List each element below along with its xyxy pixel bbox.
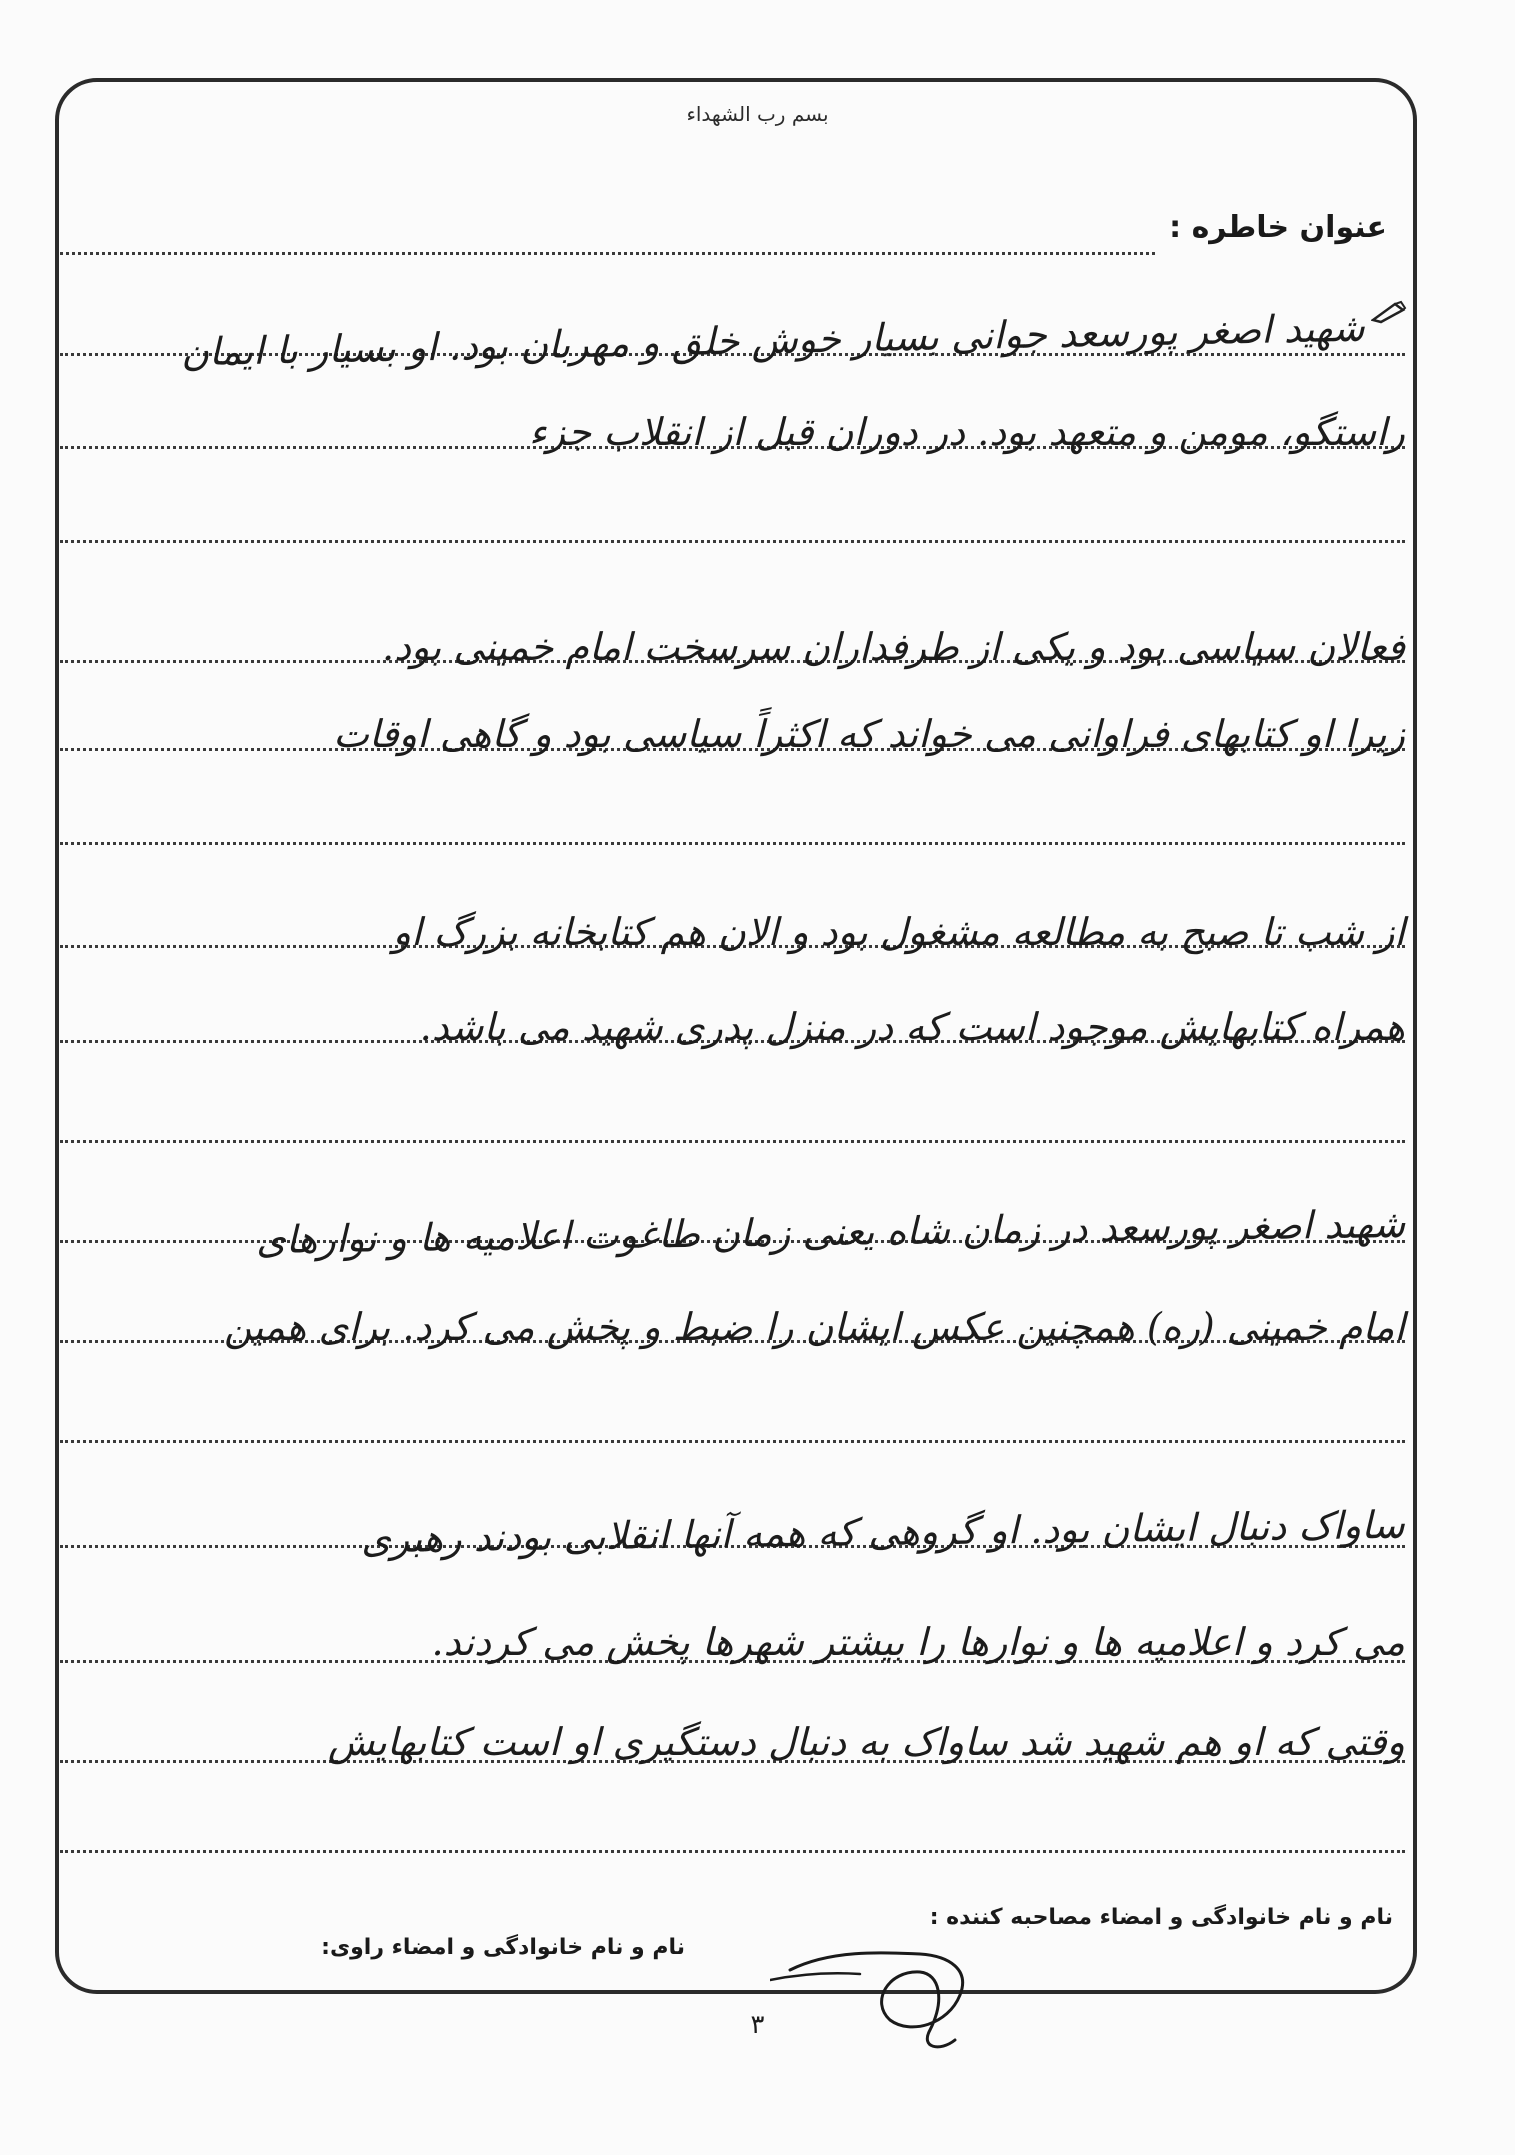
memoir-line: وقتی که او هم شهید شد ساواک به دنبال دستگیری او است کتابهایش: [327, 1720, 1405, 1764]
interviewer-signature-label: نام و نام خانوادگی و امضاء مصاحبه کننده :: [929, 1905, 1393, 1930]
memoir-line: همراه کتابهایش موجود است که در منزل پدری شهید می باشد.: [419, 1005, 1405, 1049]
ruled-line: [60, 1140, 1405, 1143]
page-number: ۳: [750, 2010, 765, 2040]
memoir-line: شهید اصغر پورسعد جوانی بسیار خوش خلق و مهربان بود. او بسیار با ایمان: [181, 305, 1366, 375]
ruled-line: [60, 1850, 1405, 1853]
memoir-line: فعالان سیاسی بود و یکی از طرفداران سرسخت امام خمینی بود.: [382, 625, 1405, 669]
memoir-line: زیرا او کتابهای فراوانی می خواند که اکثراً سیاسی بود و گاهی اوقات: [333, 712, 1405, 756]
memoir-line: ساواک دنبال ایشان بود. او گروهی که همه آنها انقلابی بودند رهبری: [361, 1502, 1406, 1562]
basmala-header: بسم رب الشهداء: [686, 102, 829, 126]
title-dotted-line: [60, 252, 1155, 255]
ruled-line: [60, 842, 1405, 845]
pen-icon: [1371, 300, 1407, 324]
memoir-line: شهید اصغر پورسعد در زمان شاه یعنی زمان طاغوت اعلامیه ها و نوارهای: [255, 1201, 1406, 1263]
memoir-line: می کرد و اعلامیه ها و نوارها را بیشتر شهرها پخش می کردند.: [431, 1620, 1405, 1664]
memoir-line: از شب تا صبح به مطالعه مشغول بود و الان هم کتابخانه بزرگ او: [392, 910, 1405, 954]
memoir-title-label: عنوان خاطره :: [1169, 210, 1387, 245]
narrator-signature-label: نام و نام خانوادگی و امضاء راوی:: [321, 1935, 685, 1960]
memoir-line: امام خمینی (ره) همچنین عکس ایشان را ضبط و پخش می کرد. برای همین: [224, 1305, 1405, 1349]
ruled-line: [60, 540, 1405, 543]
interviewer-signature: [770, 1940, 1030, 2060]
ruled-line: [60, 1440, 1405, 1443]
memoir-line: راستگو، مومن و متعهد بود. در دوران قبل از انقلاب جزء: [528, 410, 1405, 454]
